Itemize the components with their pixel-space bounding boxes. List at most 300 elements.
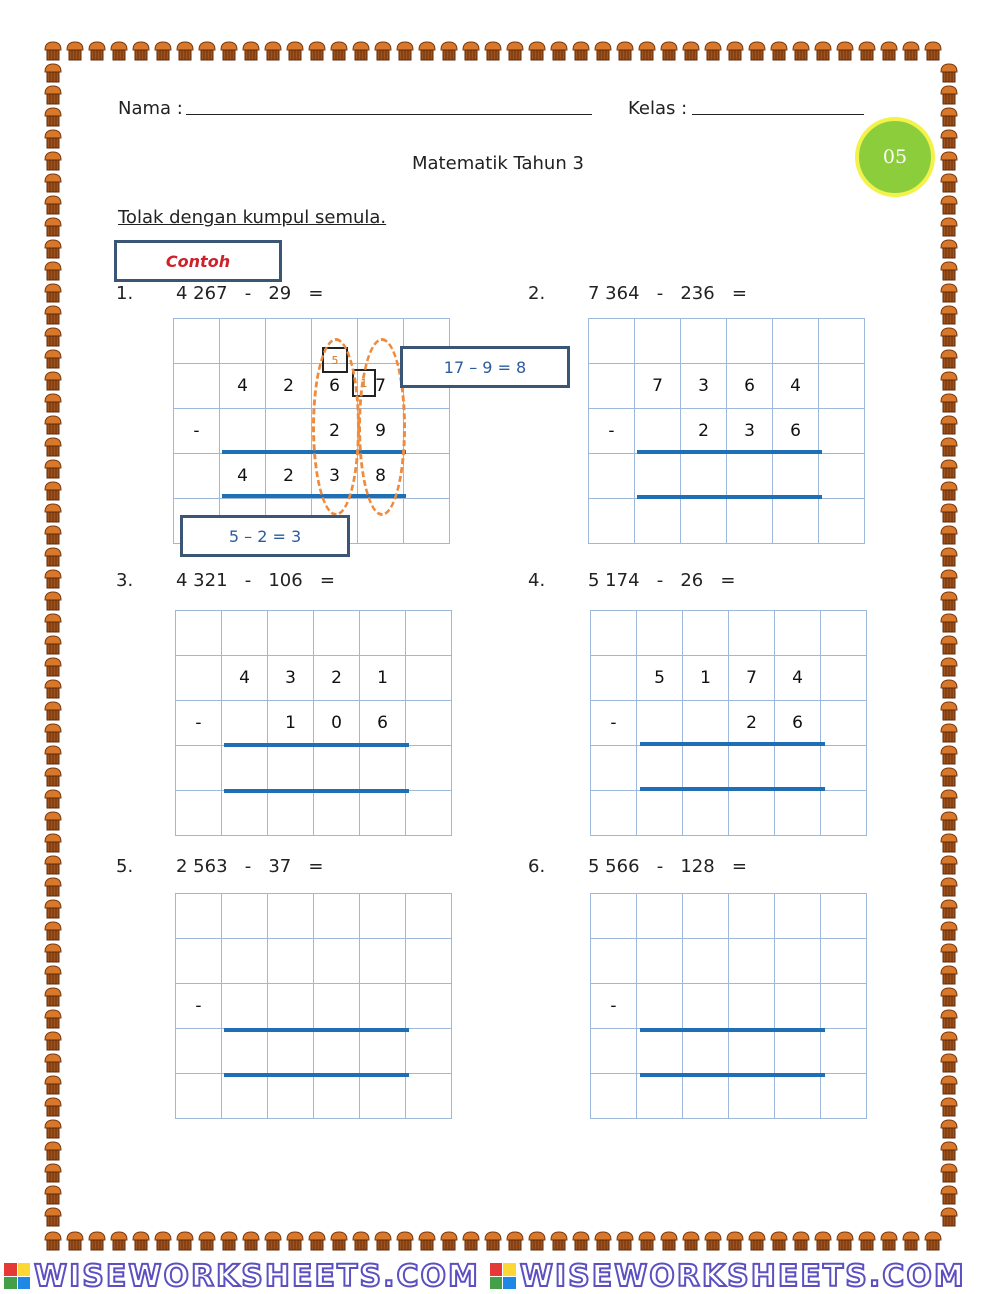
grid-cell xyxy=(268,611,314,656)
grid-cell xyxy=(773,499,819,544)
muffin-icon xyxy=(548,1230,570,1252)
grid-cell xyxy=(174,364,220,409)
problem-expression: 4 321 - 106 = xyxy=(176,570,335,591)
grid-cell: 4 xyxy=(220,364,266,409)
hint-box-bottom xyxy=(180,515,350,557)
grid-cell: 8 xyxy=(358,454,404,499)
grid-cell xyxy=(176,1029,222,1074)
muffin-icon xyxy=(130,1230,152,1252)
muffin-icon xyxy=(42,1184,64,1206)
muffin-icon xyxy=(938,392,960,414)
muffin-border-right xyxy=(938,62,960,1228)
muffin-icon xyxy=(284,1230,306,1252)
muffin-icon xyxy=(834,40,856,62)
grid-cell xyxy=(222,984,268,1029)
muffin-icon xyxy=(938,986,960,1008)
muffin-icon xyxy=(196,40,218,62)
grid-cell xyxy=(314,984,360,1029)
grid-cell xyxy=(406,746,452,791)
grid-cell xyxy=(819,409,865,454)
muffin-icon xyxy=(42,656,64,678)
grid-cell xyxy=(222,611,268,656)
muffin-icon xyxy=(438,1230,460,1252)
grid-cell: 2 xyxy=(314,656,360,701)
watermark-footer xyxy=(0,1258,1000,1294)
tens-column-highlight xyxy=(312,338,360,516)
page-number-badge: 05 xyxy=(855,117,935,197)
muffin-icon xyxy=(938,84,960,106)
muffin-icon xyxy=(938,722,960,744)
muffin-icon xyxy=(938,942,960,964)
grid-cell: 6 xyxy=(773,409,819,454)
muffin-icon xyxy=(416,1230,438,1252)
answer-cell[interactable] xyxy=(268,746,314,791)
muffin-icon xyxy=(922,1230,944,1252)
grid-cell xyxy=(406,791,452,836)
grid-cell xyxy=(176,791,222,836)
grid-cell xyxy=(819,499,865,544)
muffin-icon xyxy=(938,480,960,502)
muffin-icon xyxy=(938,1052,960,1074)
answer-cell[interactable] xyxy=(268,1029,314,1074)
hint-text-top: 17 – 9 = 8 xyxy=(443,357,527,377)
grid-cell xyxy=(773,319,819,364)
muffin-icon xyxy=(938,238,960,260)
grid-cell xyxy=(775,939,821,984)
answer-cell[interactable] xyxy=(314,746,360,791)
page-title: Matematik Tahun 3 xyxy=(412,153,584,174)
grid-cell xyxy=(360,939,406,984)
grid-cell xyxy=(683,984,729,1029)
grid-cell xyxy=(775,894,821,939)
muffin-icon xyxy=(42,744,64,766)
muffin-icon xyxy=(938,128,960,150)
muffin-icon xyxy=(938,1074,960,1096)
grid-cell: 6 xyxy=(727,364,773,409)
muffin-icon xyxy=(240,1230,262,1252)
grid-cell xyxy=(637,701,683,746)
grid-cell xyxy=(637,611,683,656)
muffin-icon xyxy=(42,326,64,348)
muffin-icon xyxy=(108,1230,130,1252)
muffin-icon xyxy=(938,304,960,326)
muffin-icon xyxy=(658,1230,680,1252)
muffin-icon xyxy=(812,1230,834,1252)
example-label-box xyxy=(114,240,282,282)
muffin-icon xyxy=(42,766,64,788)
grid-cell xyxy=(591,894,637,939)
muffin-icon xyxy=(350,1230,372,1252)
answer-line-top xyxy=(224,1028,409,1032)
grid-cell xyxy=(821,611,867,656)
muffin-icon xyxy=(938,920,960,942)
muffin-icon xyxy=(42,1008,64,1030)
grid-cell: 2 xyxy=(266,454,312,499)
muffin-icon xyxy=(152,40,174,62)
problem-grid xyxy=(590,893,867,1119)
muffin-icon xyxy=(938,436,960,458)
grid-cell xyxy=(821,939,867,984)
problem-grid xyxy=(175,610,452,836)
grid-cell xyxy=(176,894,222,939)
muffin-icon xyxy=(938,898,960,920)
muffin-icon xyxy=(724,40,746,62)
grid-cell xyxy=(637,791,683,836)
muffin-icon xyxy=(938,150,960,172)
muffin-icon xyxy=(526,1230,548,1252)
muffin-icon xyxy=(570,40,592,62)
muffin-icon xyxy=(42,304,64,326)
muffin-icon xyxy=(42,1118,64,1140)
problem-expression: 7 364 - 236 = xyxy=(588,283,747,304)
borrow-ones-box: 1 xyxy=(352,369,376,397)
muffin-icon xyxy=(938,1206,960,1228)
muffin-icon xyxy=(658,40,680,62)
answer-cell[interactable] xyxy=(222,746,268,791)
grid-cell xyxy=(635,319,681,364)
grid-cell xyxy=(681,499,727,544)
muffin-icon xyxy=(108,40,130,62)
grid-cell xyxy=(268,791,314,836)
muffin-icon xyxy=(42,920,64,942)
muffin-icon xyxy=(702,1230,724,1252)
muffin-icon xyxy=(938,766,960,788)
grid-cell xyxy=(268,1074,314,1119)
answer-cell[interactable] xyxy=(681,454,727,499)
answer-line-top xyxy=(637,450,822,454)
grid-cell xyxy=(222,894,268,939)
grid-cell xyxy=(729,894,775,939)
grid-cell xyxy=(775,791,821,836)
grid-cell: 3 xyxy=(681,364,727,409)
muffin-icon xyxy=(416,40,438,62)
grid-cell xyxy=(314,1074,360,1119)
grid-cell: 3 xyxy=(727,409,773,454)
grid-cell xyxy=(176,939,222,984)
muffin-icon xyxy=(856,40,878,62)
muffin-icon xyxy=(152,1230,174,1252)
muffin-icon xyxy=(42,1206,64,1228)
muffin-icon xyxy=(306,1230,328,1252)
muffin-icon xyxy=(306,40,328,62)
grid-cell: - xyxy=(174,409,220,454)
answer-cell[interactable] xyxy=(729,746,775,791)
muffin-icon xyxy=(938,1162,960,1184)
muffin-icon xyxy=(130,40,152,62)
muffin-icon xyxy=(42,1052,64,1074)
muffin-icon xyxy=(768,40,790,62)
muffin-icon xyxy=(42,590,64,612)
answer-cell[interactable] xyxy=(314,1029,360,1074)
grid-cell xyxy=(220,319,266,364)
grid-cell xyxy=(174,319,220,364)
muffin-icon xyxy=(900,1230,922,1252)
muffin-icon xyxy=(218,40,240,62)
grid-cell xyxy=(637,894,683,939)
muffin-icon xyxy=(592,40,614,62)
problem-expression: 2 563 - 37 = xyxy=(176,856,324,877)
grid-cell: 7 xyxy=(358,364,404,409)
muffin-icon xyxy=(614,40,636,62)
muffin-icon xyxy=(42,1030,64,1052)
grid-cell: - xyxy=(176,701,222,746)
grid-cell xyxy=(775,611,821,656)
grid-cell xyxy=(404,409,450,454)
grid-cell: 7 xyxy=(729,656,775,701)
muffin-icon xyxy=(42,84,64,106)
muffin-border-top xyxy=(42,40,944,62)
muffin-icon xyxy=(460,1230,482,1252)
muffin-icon xyxy=(42,1140,64,1162)
muffin-icon xyxy=(394,40,416,62)
grid-cell xyxy=(591,611,637,656)
muffin-icon xyxy=(790,40,812,62)
muffin-icon xyxy=(196,1230,218,1252)
grid-cell xyxy=(683,611,729,656)
muffin-icon xyxy=(328,40,350,62)
borrow-tens-box: 5 xyxy=(322,347,348,373)
muffin-icon xyxy=(42,876,64,898)
muffin-icon xyxy=(262,1230,284,1252)
muffin-icon xyxy=(834,1230,856,1252)
grid-cell xyxy=(683,701,729,746)
class-field[interactable] xyxy=(692,114,864,115)
answer-cell[interactable] xyxy=(773,454,819,499)
grid-cell xyxy=(360,984,406,1029)
grid-cell xyxy=(406,984,452,1029)
answer-line-bottom xyxy=(637,495,822,499)
muffin-icon xyxy=(64,1230,86,1252)
grid-cell: - xyxy=(591,701,637,746)
muffin-icon xyxy=(262,40,284,62)
muffin-icon xyxy=(42,1096,64,1118)
grid-cell xyxy=(314,939,360,984)
muffin-icon xyxy=(218,1230,240,1252)
muffin-icon xyxy=(42,458,64,480)
answer-cell[interactable] xyxy=(683,746,729,791)
muffin-icon xyxy=(938,1096,960,1118)
grid-cell: 6 xyxy=(360,701,406,746)
muffin-icon xyxy=(42,40,64,62)
muffin-icon xyxy=(42,260,64,282)
grid-cell xyxy=(220,409,266,454)
grid-cell xyxy=(406,894,452,939)
muffin-icon xyxy=(938,194,960,216)
grid-cell xyxy=(821,894,867,939)
grid-cell xyxy=(821,984,867,1029)
muffin-icon xyxy=(548,40,570,62)
muffin-icon xyxy=(42,216,64,238)
grid-cell xyxy=(314,894,360,939)
grid-cell: 2 xyxy=(312,409,358,454)
answer-cell[interactable] xyxy=(635,454,681,499)
muffin-icon xyxy=(938,876,960,898)
grid-cell: 4 xyxy=(775,656,821,701)
grid-cell: 3 xyxy=(312,454,358,499)
muffin-icon xyxy=(614,1230,636,1252)
grid-cell xyxy=(222,701,268,746)
grid-cell xyxy=(821,701,867,746)
grid-cell xyxy=(268,939,314,984)
muffin-icon xyxy=(938,700,960,722)
grid-cell: 1 xyxy=(360,656,406,701)
grid-cell xyxy=(591,1074,637,1119)
grid-cell xyxy=(591,746,637,791)
grid-cell: 2 xyxy=(729,701,775,746)
grid-cell xyxy=(589,364,635,409)
grid-cell xyxy=(821,1029,867,1074)
muffin-icon xyxy=(42,788,64,810)
muffin-icon xyxy=(42,942,64,964)
muffin-icon xyxy=(42,172,64,194)
muffin-icon xyxy=(938,260,960,282)
muffin-icon xyxy=(42,106,64,128)
muffin-icon xyxy=(284,40,306,62)
muffin-icon xyxy=(922,40,944,62)
watermark-text: WISEWORKSHEETS.COM xyxy=(34,1258,480,1294)
muffin-icon xyxy=(42,128,64,150)
problem-number: 4. xyxy=(528,570,546,591)
grid-cell xyxy=(775,1074,821,1119)
muffin-icon xyxy=(938,524,960,546)
grid-cell xyxy=(729,611,775,656)
muffin-icon xyxy=(878,1230,900,1252)
muffin-icon xyxy=(42,722,64,744)
muffin-icon xyxy=(42,964,64,986)
answer-cell[interactable] xyxy=(683,1029,729,1074)
muffin-icon xyxy=(64,40,86,62)
muffin-icon xyxy=(482,40,504,62)
muffin-icon xyxy=(938,282,960,304)
muffin-icon xyxy=(938,458,960,480)
grid-cell xyxy=(360,1074,406,1119)
grid-cell xyxy=(821,1074,867,1119)
problem-number: 5. xyxy=(116,856,134,877)
grid-cell xyxy=(591,939,637,984)
grid-cell xyxy=(637,1074,683,1119)
muffin-icon xyxy=(900,40,922,62)
hint-box-top xyxy=(400,346,570,388)
muffin-icon xyxy=(938,106,960,128)
answer-cell[interactable] xyxy=(360,1029,406,1074)
grid-cell: 7 xyxy=(635,364,681,409)
muffin-icon xyxy=(42,568,64,590)
grid-cell xyxy=(683,894,729,939)
muffin-icon xyxy=(460,40,482,62)
muffin-icon xyxy=(394,1230,416,1252)
answer-line-top xyxy=(640,742,825,746)
muffin-icon xyxy=(938,656,960,678)
name-field[interactable] xyxy=(186,114,592,115)
grid-cell xyxy=(360,611,406,656)
grid-cell xyxy=(222,791,268,836)
watermark-text: WISEWORKSHEETS.COM xyxy=(519,1258,966,1294)
muffin-icon xyxy=(636,1230,658,1252)
answer-cell[interactable] xyxy=(222,1029,268,1074)
grid-cell: 4 xyxy=(773,364,819,409)
grid-cell xyxy=(591,656,637,701)
problem-number: 6. xyxy=(528,856,546,877)
muffin-border-bottom xyxy=(42,1230,944,1252)
grid-cell xyxy=(819,364,865,409)
muffin-icon xyxy=(174,1230,196,1252)
muffin-icon xyxy=(328,1230,350,1252)
muffin-icon xyxy=(938,414,960,436)
muffin-icon xyxy=(42,832,64,854)
grid-cell xyxy=(176,611,222,656)
muffin-icon xyxy=(938,172,960,194)
answer-cell[interactable] xyxy=(589,454,635,499)
muffin-icon xyxy=(938,326,960,348)
muffin-icon xyxy=(938,370,960,392)
muffin-icon xyxy=(938,788,960,810)
muffin-icon xyxy=(938,1184,960,1206)
muffin-icon xyxy=(878,40,900,62)
grid-cell xyxy=(635,499,681,544)
answer-cell[interactable] xyxy=(637,746,683,791)
ones-column-highlight xyxy=(358,338,406,516)
grid-cell xyxy=(821,746,867,791)
answer-cell[interactable] xyxy=(637,1029,683,1074)
grid-cell xyxy=(683,791,729,836)
answer-cell[interactable] xyxy=(729,1029,775,1074)
muffin-icon xyxy=(856,1230,878,1252)
muffin-icon xyxy=(790,1230,812,1252)
muffin-icon xyxy=(42,546,64,568)
grid-cell xyxy=(176,746,222,791)
muffin-icon xyxy=(504,40,526,62)
grid-cell xyxy=(176,1074,222,1119)
muffin-icon xyxy=(938,612,960,634)
instruction: Tolak dengan kumpul semula. xyxy=(118,207,387,228)
answer-cell[interactable] xyxy=(775,1029,821,1074)
grid-cell: 3 xyxy=(268,656,314,701)
class-label: Kelas : xyxy=(628,98,688,119)
muffin-icon xyxy=(812,40,834,62)
answer-cell[interactable] xyxy=(360,746,406,791)
muffin-icon xyxy=(372,40,394,62)
grid-cell: - xyxy=(591,984,637,1029)
grid-cell xyxy=(360,791,406,836)
grid-cell: 4 xyxy=(220,454,266,499)
muffin-icon xyxy=(938,1030,960,1052)
muffin-icon xyxy=(42,678,64,700)
muffin-icon xyxy=(42,62,64,84)
muffin-icon xyxy=(42,986,64,1008)
muffin-icon xyxy=(724,1230,746,1252)
answer-line-bottom xyxy=(224,789,409,793)
answer-cell[interactable] xyxy=(775,746,821,791)
muffin-icon xyxy=(174,40,196,62)
grid-cell xyxy=(729,1074,775,1119)
answer-cell[interactable] xyxy=(727,454,773,499)
grid-cell xyxy=(406,701,452,746)
muffin-icon xyxy=(504,1230,526,1252)
grid-cell: 1 xyxy=(268,701,314,746)
grid-cell xyxy=(683,1074,729,1119)
problem-grid xyxy=(590,610,867,836)
muffin-icon xyxy=(42,700,64,722)
muffin-icon xyxy=(42,392,64,414)
muffin-icon xyxy=(42,898,64,920)
muffin-icon xyxy=(42,194,64,216)
problem-expression: 4 267 - 29 = xyxy=(176,283,324,304)
grid-cell xyxy=(406,1029,452,1074)
muffin-icon xyxy=(42,348,64,370)
muffin-icon xyxy=(938,744,960,766)
problem-number: 2. xyxy=(528,283,546,304)
answer-line-top xyxy=(640,1028,825,1032)
